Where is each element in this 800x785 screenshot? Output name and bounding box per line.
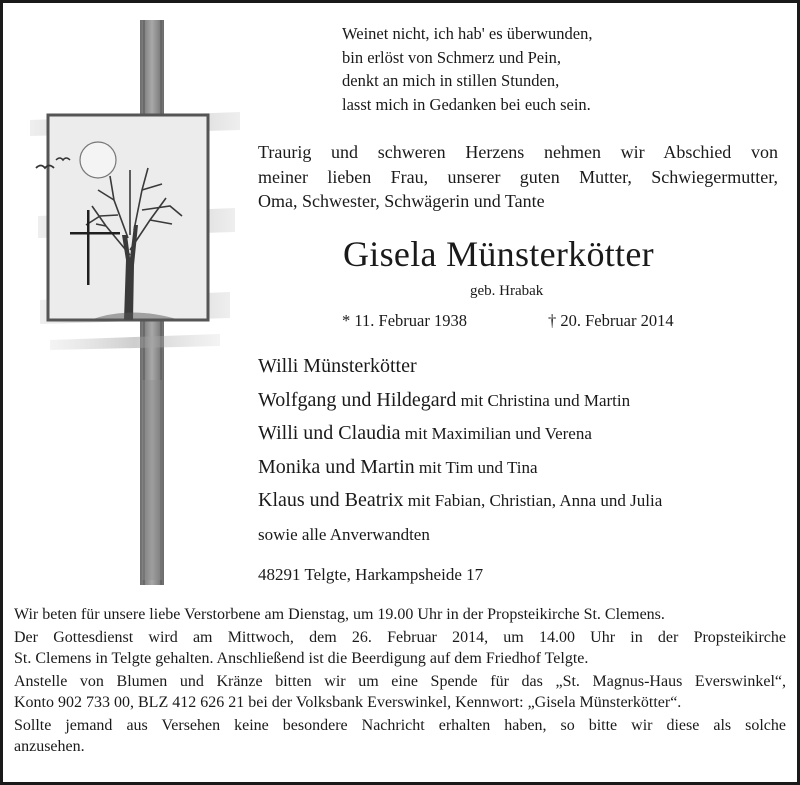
- maiden-name: geb. Hrabak: [470, 283, 544, 299]
- donation-notice: [14, 671, 786, 713]
- mourner-main: Willi Münsterkötter: [258, 355, 417, 377]
- prayer-notice: [14, 604, 786, 625]
- mourner-main: Klaus und Beatrix: [258, 489, 404, 511]
- mourner-main: Willi und Claudia: [258, 422, 401, 444]
- birth-date: * 11. Februar 1938: [342, 311, 467, 330]
- family-address: 48291 Telgte, Harkampsheide 17: [258, 565, 484, 584]
- mourner-rest: mit Christina und Martin: [456, 390, 631, 410]
- poem-line: denkt an mich in stillen Stunden,: [342, 71, 560, 90]
- mourners-list: [258, 350, 662, 551]
- notification-notice: [14, 715, 786, 757]
- mourner-row: [258, 484, 662, 518]
- notice-line: St. Clemens in Telgte gehalten. Anschließend ist die Beerdigung auf dem Friedhof Telgte.: [14, 650, 589, 667]
- mourner-row: [258, 417, 662, 451]
- deceased-name: Gisela Münsterkötter: [343, 234, 654, 274]
- death-date: † 20. Februar 2014: [548, 311, 674, 330]
- notice-line: Sollte jemand aus Versehen keine besondere Nachricht erhalten haben, so bitte wir diese als solche: [14, 717, 786, 734]
- poem-line: bin erlöst von Schmerz und Pein,: [342, 47, 562, 67]
- mourner-row: [258, 518, 662, 552]
- service-notices: [14, 604, 786, 759]
- mourner-rest: mit Fabian, Christian, Anna und Julia: [403, 491, 663, 510]
- notice-line: Wir beten für unsere liebe Verstorbene am Dienstag, um 19.00 Uhr in der Propsteikirche St. Clemens.: [14, 606, 665, 623]
- mourner-row: [258, 350, 662, 384]
- notice-line: Konto 902 733 00, BLZ 412 626 21 bei der Volksbank Everswinkel, Kennwort: „Gisela Münsterkötter“.: [14, 694, 682, 711]
- mourner-rest: sowie alle Anverwandten: [258, 524, 430, 544]
- mourner-row: [258, 451, 662, 485]
- intro-line: meiner lieben Frau, unserer guten Mutter, Schwiegermutter,: [258, 166, 778, 187]
- intro-line: Traurig und schweren Herzens nehmen wir Abschied von: [258, 142, 778, 162]
- intro-line: Oma, Schwester, Schwägerin und Tante: [258, 191, 545, 211]
- notice-line: Der Gottesdienst wird am Mittwoch, dem 26. Februar 2014, um 14.00 Uhr in der Propsteikirche: [14, 629, 786, 646]
- notice-line: Anstelle von Blumen und Kränze bitten wir um eine Spende für das „St. Magnus-Haus Everswinkel“,: [14, 673, 786, 690]
- farewell-intro: [258, 140, 778, 214]
- mourner-rest: mit Maximilian und Verena: [400, 424, 592, 443]
- mourner-rest: mit Tim und Tina: [414, 457, 538, 477]
- mourner-main: Monika und Martin: [258, 455, 415, 478]
- funeral-notice: [14, 627, 786, 669]
- mourner-main: Wolfgang und Hildegard: [258, 388, 457, 411]
- poem-line: lasst mich in Gedanken bei euch sein.: [342, 94, 591, 114]
- cross-and-tree-artwork: [30, 20, 240, 585]
- notice-line: anzusehen.: [14, 738, 85, 755]
- poem-line: Weinet nicht, ich hab' es überwunden,: [342, 24, 593, 43]
- mourner-row: [258, 384, 662, 418]
- poem: [342, 22, 592, 116]
